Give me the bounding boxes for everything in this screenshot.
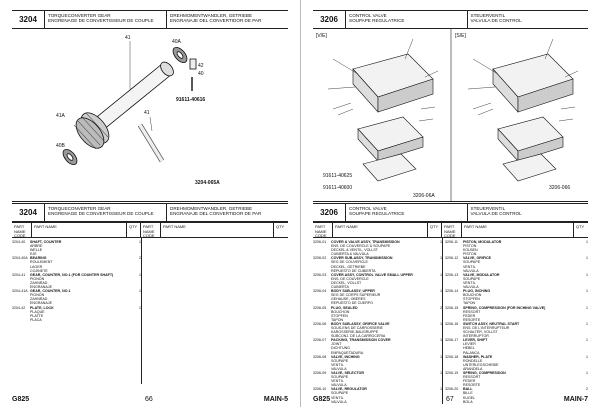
part-qty: 2 [139, 256, 141, 261]
part-name: STOPFEN [331, 313, 348, 318]
part-name: GEHAUSE, OBERES [331, 297, 366, 302]
callout-41a: 41A [56, 113, 65, 119]
part-name: CUBIERTA & VALVULA [331, 252, 369, 257]
part-name: SCHALTER, VOLLST [463, 330, 498, 335]
part-code: 3206-12 [445, 256, 459, 261]
ref-number-2: 91611-40600 [323, 185, 353, 191]
part-code: 3206-06 [313, 321, 327, 326]
part-name: ENS. DE COUVERCLE [331, 276, 369, 281]
footer-page: 66 [145, 396, 153, 403]
figure-code-left: 3206-06A [413, 193, 435, 199]
part-name: PACKING, TRANSMISSION COVER [331, 338, 391, 343]
figure-code: 3204-065A [195, 180, 220, 186]
part-name: SWITCH ASSY, NEUTRAL START [463, 321, 520, 326]
parts-list-right [443, 238, 588, 404]
figure-code-right: 3206-066 [549, 185, 571, 191]
part-code: 3204-40 [12, 240, 26, 244]
part-name: RESSORT [463, 375, 481, 380]
part-code: 3206-03 [313, 272, 327, 277]
part-code: 3206-15 [445, 305, 459, 310]
part-name: ENGRANAJE [30, 285, 52, 290]
part-name: JOINT [331, 342, 342, 347]
part-qty: 1 [440, 272, 442, 277]
control-valve-drawing [313, 29, 589, 201]
part-name: FEDER [463, 313, 476, 318]
right-page [300, 0, 600, 407]
part-name: TAPON [463, 301, 476, 306]
part-name: DECKEL, GETRIEBE [331, 264, 366, 269]
parts-list [12, 238, 142, 384]
part-code: 3206-09 [313, 371, 327, 375]
part-name: REPUESTO DE CUERPO [331, 301, 374, 306]
part-name: EJE [30, 252, 37, 257]
parts-list-left [313, 238, 443, 404]
part-qty [432, 400, 442, 404]
part-qty: 1 [586, 338, 588, 343]
part-name: PLATTE [30, 313, 44, 318]
part-name: HEBEL [463, 346, 475, 351]
part-name: VALVULA [463, 268, 479, 273]
part-name: GEAR, COUNTER, NO.1 [30, 289, 71, 294]
part-code: 3206-19 [445, 371, 459, 375]
section-header: 3206 CONTROL VALVE SOUPAPE REGULATRICE STEUERVENTIL VALVULA DE CONTROL [313, 10, 588, 29]
part-name: UNTERLEGSCHEIBE [463, 362, 499, 367]
footer-main: MAIN-5 [263, 396, 288, 403]
part-name: LAGER [30, 264, 43, 269]
part-name: VALVE, MODULATOR [463, 272, 500, 277]
part-qty: 1 [440, 289, 442, 294]
part-code: 3206-18 [445, 354, 459, 359]
part-name: SPRING, COMPRESSION (FOR INCHING VALVE) [463, 305, 546, 310]
part-name: LEVIER [463, 342, 476, 347]
part-name: SPRING, COMPRESSION [463, 371, 506, 375]
part-name: EMPAQUETADURA [331, 350, 364, 355]
part-name: SOUPAPE [331, 391, 349, 396]
part-name: RONDELLE [463, 358, 483, 363]
part-code: 3206-07 [313, 338, 327, 343]
part-name: VALVE, SELECTOR [331, 371, 364, 375]
part-qty: 1 [586, 371, 588, 375]
part-name: ARBRE [30, 244, 43, 249]
part-name: PALANCA [463, 350, 480, 355]
part-name: DICHTUNG [331, 346, 350, 351]
section-title-de-es: DREHMOMENTWANDLER, GETRIEBE ENGRANAJE DEL CONVERTIDOR DE PAR [170, 13, 262, 23]
part-name: KAROSSERIE-BAUGRUPPE [331, 330, 379, 335]
part-qty: 1 [440, 338, 442, 343]
part-name: WELLE [30, 248, 43, 253]
part-name: VALVE, INCHING [331, 354, 360, 359]
part-name: REPUESTO DE CUBIERTA [331, 268, 376, 273]
footer-page: 67 [446, 396, 454, 403]
part-qty: 1 [586, 305, 588, 310]
countershaft-drawing [12, 29, 288, 201]
part-name: PISTON [463, 252, 477, 257]
part-name: SOUPAPE [463, 276, 481, 281]
part-code: 3206-17 [445, 338, 459, 343]
part-name: ENS. DE COUVERCLE & SOUPAPE [331, 244, 391, 249]
part-name: SOUPAPE [331, 375, 349, 380]
part-name: VALVULA [463, 285, 479, 290]
section-header [12, 10, 288, 29]
part-name: WASHER, PLATE [463, 354, 493, 359]
part-name: VALVE, REGULATOR [331, 387, 367, 392]
part-name: VENTIL [463, 280, 476, 285]
part-name: SOUS-ENS DE CARROSSERIE [331, 325, 383, 330]
part-name: SOUPAPE [463, 260, 481, 265]
part-code: 3204-41A [12, 289, 28, 294]
part-name: BOLA [463, 399, 473, 404]
part-code: 3206-04 [313, 289, 327, 294]
part-name: VENTIL [331, 395, 344, 400]
part-code: 3204-41 [12, 272, 26, 277]
part-code: 3206-14 [445, 289, 459, 294]
callout-40a: 40A [172, 39, 181, 45]
section-number: 3204 [12, 11, 45, 28]
part-name: BEARING [30, 256, 47, 261]
part-name: TAPON [331, 317, 344, 322]
part-name: PLACA [30, 317, 42, 322]
part-name: ENGRANAJE [30, 301, 52, 306]
part-name: KUGEL [463, 395, 476, 400]
part-name: COVER ASSY, CONTROL VALVE SMALL UPPER [331, 272, 413, 277]
footer-model: G825 [12, 396, 30, 403]
part-name: BOUCHON [463, 293, 482, 298]
part-qty: 1 [586, 321, 588, 326]
part-name: PIGNON [30, 276, 45, 281]
part-code: 3206-02 [313, 256, 327, 261]
table-row [12, 318, 141, 322]
part-name: COJINETE [30, 268, 48, 273]
footer-main: MAIN-7 [563, 396, 588, 403]
table-header: PART NAME CODE PART NAME QTY PART NAME CODE PART NAME QTY [313, 222, 588, 238]
part-name: BALL [463, 387, 473, 392]
ref-number: 91611-40616 [176, 97, 206, 103]
part-code: 3204-40A [12, 256, 28, 261]
part-name: PLUG, INCHING [463, 289, 491, 294]
part-qty: 1 [440, 321, 442, 326]
part-name: SHAFT, COUNTER [30, 240, 62, 244]
section-title-en-fr: TORQUECONVERTER GEAR ENGRENAGE DE CONVERTISSEUR DE COUPLE [45, 11, 167, 28]
part-code: 3204-42 [12, 305, 26, 310]
part-code [12, 318, 30, 322]
part-name: ARANDELA [463, 366, 483, 371]
part-name: PLUG, SEALED [331, 305, 358, 310]
part-name: SOUPAPE [331, 358, 349, 363]
ref-number-1: 91611-40625 [323, 173, 353, 179]
part-qty: 2 [440, 305, 442, 310]
part-name: BODY SUB-ASSY, UPPER [331, 289, 375, 294]
part-qty: 1 [586, 354, 588, 359]
part-qty: 1 [139, 272, 141, 277]
part-name: DECKEL, VOLLST [331, 280, 362, 285]
part-qty: 1 [440, 240, 442, 244]
part-name: PISTON, MODULATOR [463, 240, 502, 244]
part-name: VALVULA [331, 383, 347, 388]
part-name: SEG DE COUVERCLE [331, 260, 368, 265]
part-code: 3206-10 [313, 387, 327, 392]
part-qty [131, 318, 141, 322]
part-name: DECKEL & VENTIL, VOLLST [331, 248, 379, 253]
part-name: ZAHNRAD [30, 297, 48, 302]
part-code: 3206-01 [313, 240, 327, 244]
part-qty: 1 [139, 240, 141, 244]
part-qty: 1 [139, 289, 141, 294]
exploded-diagram [313, 29, 588, 202]
part-name: CUBIERTA [331, 285, 349, 290]
fig-label-ve: [V/E] [316, 33, 327, 39]
table-row [313, 400, 442, 404]
part-name: LEVER, SHIFT [463, 338, 488, 343]
callout-42: 42 [198, 63, 204, 69]
part-name: BODY SUB-ASSY, ORIFICE VALVE [331, 321, 390, 326]
exploded-diagram [12, 29, 288, 202]
part-qty: 2 [586, 387, 588, 392]
part-name: SUBCONJ. DE LA CARROCERIA [331, 334, 386, 339]
part-name: COVER SUB-ASSY, TRANSMISSION [331, 256, 393, 261]
part-name: BILLE [463, 391, 473, 396]
part-qty: 1 [586, 240, 588, 244]
part-name: SEG DE CORPS SUPERIEUR [331, 293, 381, 298]
part-code: 3206-16 [445, 321, 459, 326]
part-qty: 1 [440, 387, 442, 392]
part-name: INTERRUPTOR [463, 334, 489, 339]
part-name: BOUCHON [331, 309, 350, 314]
table-header: PART NAME CODE PART NAME QTY PART NAME CODE PART NAME QTY [12, 222, 288, 238]
callout-40b: 40B [56, 143, 65, 149]
part-code: 3206-08 [313, 354, 327, 359]
part-name: FEDER [463, 379, 476, 384]
part-name: VALVULA [331, 399, 347, 404]
part-name: ENS. DE L'INTERRUPTEUR [463, 325, 510, 330]
part-name: STOPFEN [463, 297, 480, 302]
part-name: VALVULA [331, 366, 347, 371]
section-header-2: 3204 TORQUECONVERTER GEAR ENGRENAGE DE CONVERTISSEUR DE COUPLE DREHMOMENTWANDLER, GETRIEBE ENGRANAJE DEL CONVERTIDOR DE PAR [12, 203, 288, 222]
part-name: RESORTE [463, 383, 481, 388]
callout-40: 40 [198, 71, 204, 77]
callout-41: 41 [125, 35, 131, 41]
part-name: PIGNON [30, 293, 45, 298]
part-qty: 1 [586, 272, 588, 277]
part-name: VENTIL [331, 379, 344, 384]
part-qty: 1 [586, 256, 588, 261]
part-name: GEAR, COUNTER, NO.1 (FOR COUNTER SHAFT) [30, 272, 114, 277]
part-name: VENTIL [331, 362, 344, 367]
part-qty: 1 [440, 256, 442, 261]
fig-label-se: [S/E] [455, 33, 466, 39]
part-name: PLATE, LOCK [30, 305, 54, 310]
section-number: 3206 [313, 11, 346, 28]
part-name: VALVE, ORIFICE [463, 256, 492, 261]
part-name: RESSORT [463, 309, 481, 314]
part-qty: 1 [139, 305, 141, 310]
part-code: 3206-05 [313, 305, 327, 310]
part-name: PISTON [463, 244, 477, 249]
part-name: ROULEMENT [30, 260, 53, 265]
footer-model: G825 [313, 396, 331, 403]
section-header-2: 3206 CONTROL VALVE SOUPAPE REGULATRICE STEUERVENTIL VALVULA DE CONTROL [313, 203, 588, 222]
part-name: ZAHNRAD [30, 280, 48, 285]
part-name: COVER & VALVE ASSY, TRANSMISSION [331, 240, 400, 244]
part-code: 3206-13 [445, 272, 459, 277]
part-name: PLAQUE [30, 309, 45, 314]
part-name: RESORTE [463, 317, 481, 322]
part-name: VENTIL [463, 264, 476, 269]
part-qty: 1 [440, 354, 442, 359]
part-code: 3206-11 [445, 240, 458, 244]
parts-table [12, 222, 288, 382]
part-code: 3206-20 [445, 387, 459, 392]
callout-41-lower: 41 [144, 110, 150, 116]
part-name: KOLBEN [463, 248, 478, 253]
part-qty: 1 [440, 371, 442, 375]
part-qty: 1 [586, 289, 588, 294]
